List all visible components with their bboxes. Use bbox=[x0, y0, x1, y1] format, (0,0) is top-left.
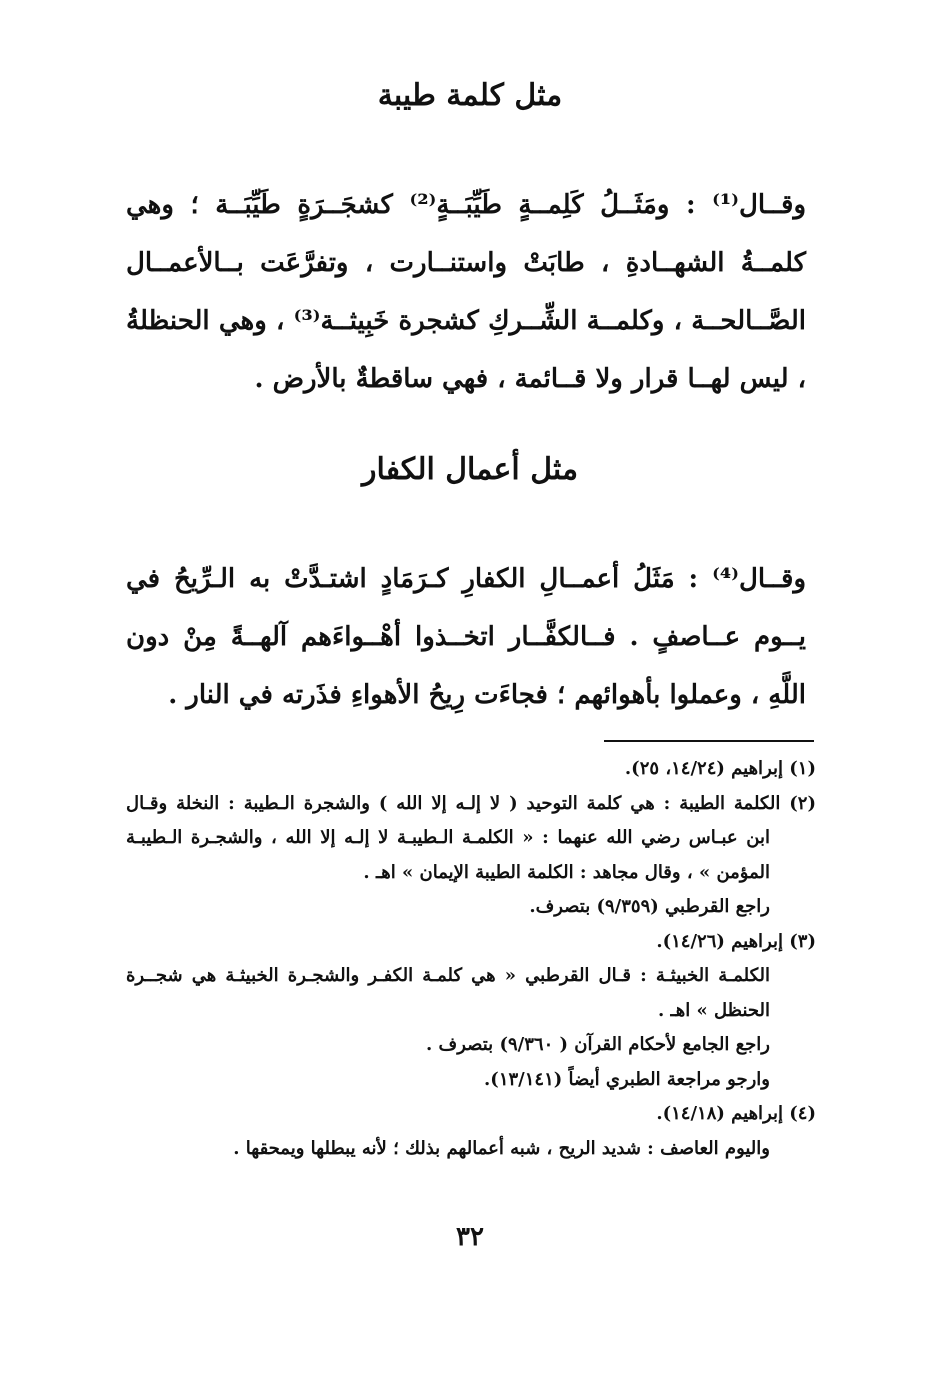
paragraph-disbelievers-deeds: وقــال⁽⁴⁾ : مَثَلُ أعمــالِ الكفارِ كـرَمَادٍ اشتـدَّتْ به الـرِّيحُ في يــوم عــاصفٍ . فــالكفَّــار اتخــذوا أهْــواءَهم آلهــةً مِنْ دون اللَّهِ ، وعملوا بأهوائهم ؛ فجاءَت رِيحُ الأهواءِ فذَرته في النار . bbox=[126, 564, 806, 710]
footnote-3-reference-2: وارجو مراجعة الطبري أيضاً (١٣/١٤١). bbox=[484, 1068, 770, 1090]
paragraph-good-word: وقــال⁽¹⁾ : ومَثَــلُ كَلِمــةٍ طَيِّبَــةٍ⁽²⁾ كشجَــرَةٍ طَيِّبَــة ؛ وهي كلمــةُ الشهــادةِ ، طابَتْ واستنــارت ، وتفرَّعَت بــالأعمــال الصَّــالحــة ، وكلمــة الشِّــركِ كشجرة خَبِيثــة⁽³⁾ ، وهي الحنظلةُ ، ليس لهــا قرار ولا قــائمة ، فهي ساقطةٌ بالأرض . bbox=[126, 190, 806, 394]
footnote-4-line-2: واليوم العاصف : شديد الريح ، شبه أعمالهم بذلك ؛ لأنه يبطلها ويمحقها . bbox=[233, 1137, 770, 1159]
section-title-disbelievers-deeds: مثل أعمال الكفار bbox=[361, 452, 579, 487]
footnote-3-line-2: الكلمـة الخبيثـة : قـال القرطبي « هي كلمـة الكفـر والشجـرة الخبيثـة هي شجــرة bbox=[126, 965, 770, 986]
footnote-3: (٣) إبراهيم (١٤/٢٦). bbox=[656, 930, 816, 952]
footnote-3-line-3: الحنظل » اهـ . bbox=[657, 999, 770, 1021]
footnote-2-line-2: ابن عبـاس رضي الله عنهما : « الكلمـة الـطيبـة لا إلـه إلا الله ، والشجـرة الـطيبـة bbox=[126, 827, 770, 848]
footnote-separator bbox=[604, 740, 814, 742]
footnote-2: (٢) الكلمة الطيبة : هي كلمة التوحيد ( لا إلـه إلا الله ) والشجرة الـطيبة : النخلة وقـال bbox=[126, 792, 816, 814]
footnote-1: (١) إبراهيم (١٤/٢٤، ٢٥). bbox=[624, 758, 816, 779]
footnote-2-line-3: المؤمن » ، وقال مجاهد : الكلمة الطيبة الإيمان » اهـ . bbox=[363, 861, 770, 883]
section-title-good-word: مثل كلمة طيبة bbox=[377, 78, 563, 113]
footnotes bbox=[126, 752, 816, 1166]
page-number: ٣٢ bbox=[456, 1222, 484, 1252]
footnote-2-reference: راجع القرطبي (٩/٣٥٩) بتصرف. bbox=[529, 896, 770, 917]
footnote-3-reference: راجع الجامع لأحكام القرآن ( ٩/٣٦٠) بتصرف . bbox=[426, 1034, 770, 1055]
footnote-4: (٤) إبراهيم (١٤/١٨). bbox=[656, 1103, 816, 1124]
